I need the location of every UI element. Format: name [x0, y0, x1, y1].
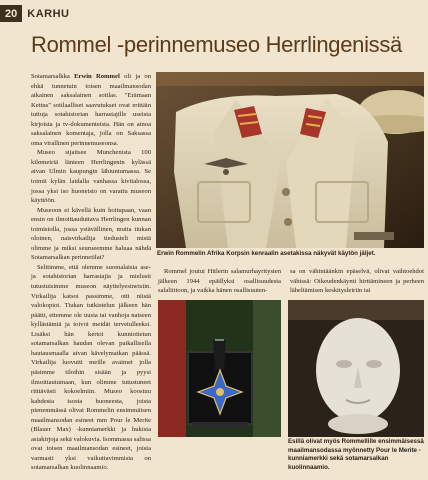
- paragraph-3: Museoon ei kävellä kuin hoitupaan, vaan ensin on ilmoittauduttava Herrlingen kunnan toimistolla, jossa ystävällinen, mutta tiukan oloinen, naisvirkailija tiedusteli mistä olimme ja miksi seurueemme haluaa nähdä Sotamarsalkan perinnetilat?: [31, 206, 151, 262]
- article-column-1: [31, 72, 151, 473]
- article-column-3: [290, 267, 424, 296]
- article-column-2: [158, 267, 281, 296]
- caption-jacket: Erwin Rommelin Afrika Korpsin kenraalin asetakissa näkyvät käytön jäljet.: [157, 250, 376, 257]
- photo-death-mask: [288, 300, 424, 437]
- paragraph-options: sa on vähintäänkin epäselvä, olivat vaihtoehdot vähissä: Oikeudenkäynti hirttämineen ja perheen läheltämisen keskitysleiriin tai: [290, 268, 424, 295]
- photo-afrika-korps-jacket: [156, 72, 424, 248]
- jacket-illustration: [156, 72, 424, 248]
- photo-pour-le-merite: [158, 300, 281, 437]
- medal-illustration: [158, 300, 281, 437]
- page-header: [0, 4, 69, 23]
- paragraph-2: Museo sijaitsee Munchenista 100 kilometriä länteen Herrlingenin kylässä aivan Ulmin kaupungin lähiuntumassa. Se toimii kylän laidalla vanhassa kivitalossa, jossa yksi iso huoneisto on varattu museon käyttöön.: [31, 149, 151, 205]
- paragraph-1: Sotamarsalkka Erwin Rommel oli ja on ehkä tunnetuin toisen maailmansodan aikainen saksalainen sotilas. "Erämaan Kettus" sotilaalliset saavutukset ovat erittäin tuttuja sotahistorian harrastajille useista kirjoista ja tv-dokumenteista. Hän on ainoa saksalainen komentaja, jolla on Saksassa oma virallinen perinnemuseonsa.: [31, 73, 152, 147]
- caption-medal-mask: Esillä olivat myös Rommellille ensimmäisessä maailmansodassa myönnetty Pour le Merite -kunniamerkki sekä sotamarsalkan kuolinnaamio.: [288, 438, 424, 471]
- article-headline: Rommel -perinnemuseo Herrlingenissä: [31, 32, 402, 57]
- section-title: KARHU: [27, 7, 70, 20]
- paragraph-4: Selitimme, että olemme suomalaisia ase- ja sotahistorian harrastajia ja mielusti tutustuisimme museon näyttelyesineisiin. Virkailija katsoi passimme, otti niistä valokopiot. Tiukan tutkistelun jälkeen hän päätti, ettemme ole uusia tai vanhoja natseen kyllästämiä ja toivoi meidät tervetulleeksi. Lisäksi hän kertoi kunnioitetun sotamarsalkan haudan olevan paikallisella hautausmaalla aivan kävelymatkan päässä. Virkailija luovutti meille avaimet jolla päsimme tiloihin sisään ja pyysi ilmoittautumaan, kun olimme tutustuneet riittävästi kokoelmiin. Museo koostuu kahdesta isosta huoneesta, joista pienemmässä olivat Rommelin ensimmäisen maailmansodan esineet mm Pour le Merite (Blauer Max) -kunniamerkki ja hukista asiakirjoja sekä valokuvia. Isommassa salissa ovat toisen maailmansodan esineet, joista varmasti yksi vaikuttavimmista on sotamarsalkan kuolinnaamio.: [31, 263, 151, 472]
- death-mask-illustration: [288, 300, 424, 437]
- paragraph-rommel-suspected: Rommel joutui Hitlerin salamurhayritysten jälkeen 1944 epäillyksi osallisuudesta salaliittoon, ja vaikka hänen osallisuuten-: [158, 268, 281, 295]
- name-erwin-rommel: Erwin Rommel: [74, 73, 120, 80]
- page-number: 20: [0, 5, 22, 22]
